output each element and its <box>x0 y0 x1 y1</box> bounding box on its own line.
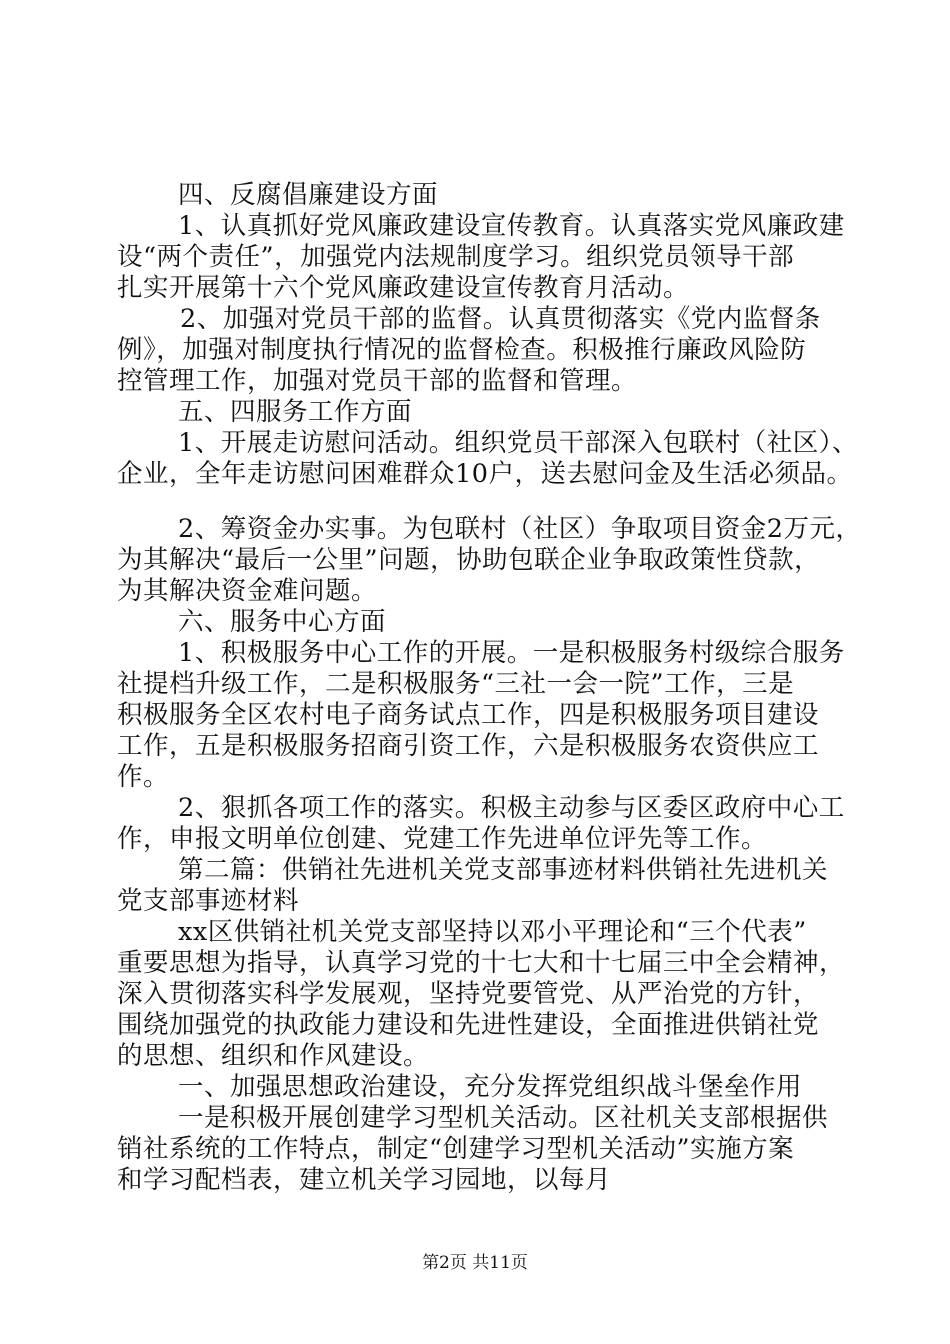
paragraph-line: 工作，五是积极服务招商引资工作，六是积极服务农资供应工 <box>117 731 820 761</box>
section-heading: 六、服务中心方面 <box>178 607 387 637</box>
chapter-heading: 党支部事迹材料 <box>117 886 300 916</box>
chapter-heading: 第二篇：供销社先进机关党支部事迹材料供销社先进机关 <box>178 855 829 885</box>
section-heading: 五、四服务工作方面 <box>178 397 413 427</box>
page-footer: 第2页 共11页 <box>422 1253 528 1273</box>
paragraph-line: xx区供销社机关党支部坚持以邓小平理论和“三个代表” <box>178 917 807 947</box>
paragraph-line: 积极服务全区农村电子商务试点工作，四是积极服务项目建设 <box>117 700 820 730</box>
paragraph-line: 深入贯彻落实科学发展观，坚持党要管党、从严治党的方针， <box>117 979 820 1009</box>
paragraph-line: 企业，全年走访慰问困难群众10户，送去慰问金及生活必须品。 <box>117 459 853 489</box>
paragraph-line: 1、开展走访慰问活动。组织党员干部深入包联村（社区）、 <box>178 428 858 458</box>
paragraph-line: 为其解决“最后一公里”问题，协助包联企业争取政策性贷款， <box>117 545 821 575</box>
paragraph-line: 重要思想为指导，认真学习党的十七大和十七届三中全会精神， <box>117 948 846 978</box>
paragraph-line: 社提档升级工作，二是积极服务“三社一会一院”工作，三是 <box>117 669 795 699</box>
paragraph-line: 的思想、组织和作风建设。 <box>117 1041 430 1071</box>
paragraph-line: 1、认真抓好党风廉政建设宣传教育。认真落实党风廉政建 <box>178 211 845 241</box>
paragraph-line: 作，申报文明单位创建、党建工作先进单位评先等工作。 <box>117 824 768 854</box>
paragraph-line: 销社系统的工作特点，制定“创建学习型机关活动”实施方案 <box>117 1134 795 1164</box>
paragraph-line: 2、筹资金办实事。为包联村（社区）争取项目资金2万元， <box>178 514 862 544</box>
paragraph-line: 控管理工作，加强对党员干部的监督和管理。 <box>117 366 638 396</box>
section-heading: 一、加强思想政治建设，充分发挥党组织战斗堡垒作用 <box>178 1072 803 1102</box>
paragraph-line: 和学习配档表，建立机关学习园地，以每月 <box>117 1165 612 1195</box>
paragraph-line: 2、加强对党员干部的监督。认真贯彻落实《党内监督条 <box>180 304 821 334</box>
paragraph-line: 作。 <box>117 762 170 792</box>
paragraph-line: 设“两个责任”，加强党内法规制度学习。组织党员领导干部 <box>117 242 795 272</box>
paragraph-line: 2、狠抓各项工作的落实。积极主动参与区委区政府中心工 <box>178 793 845 823</box>
paragraph-line: 例》，加强对制度执行情况的监督检查。积极推行廉政风险防 <box>117 335 807 365</box>
paragraph-line: 一是积极开展创建学习型机关活动。区社机关支部根据供 <box>178 1103 829 1133</box>
paragraph-line: 围绕加强党的执政能力建设和先进性建设，全面推进供销社党 <box>117 1010 820 1040</box>
paragraph-line: 为其解决资金难问题。 <box>117 576 378 606</box>
paragraph-line: 1、积极服务中心工作的开展。一是积极服务村级综合服务 <box>178 638 845 668</box>
section-heading: 四、反腐倡廉建设方面 <box>178 180 439 210</box>
paragraph-line: 扎实开展第十六个党风廉政建设宣传教育月活动。 <box>117 273 690 303</box>
